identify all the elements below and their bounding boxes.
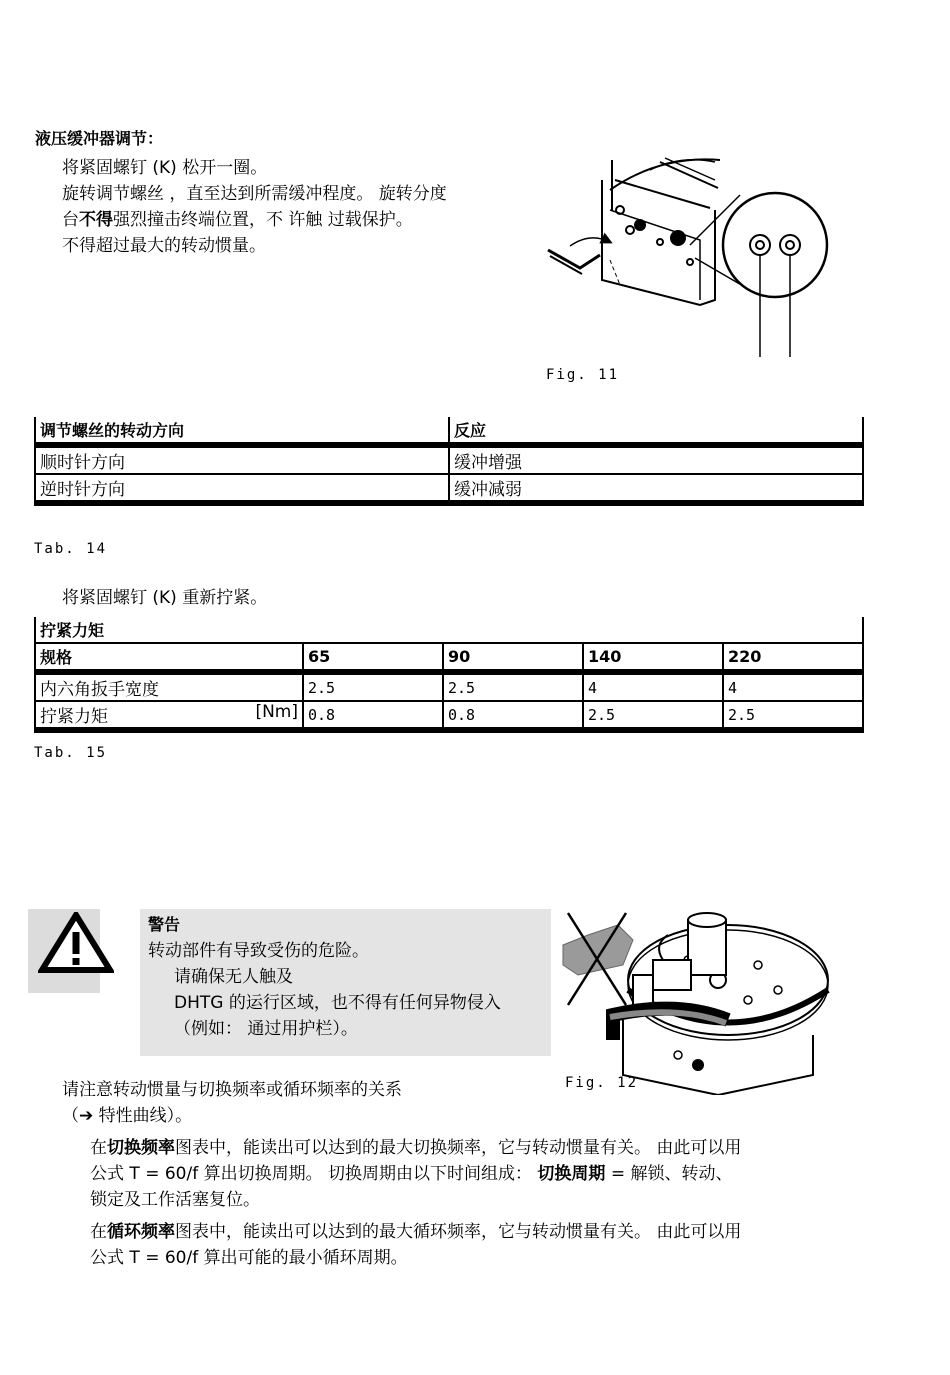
figure-12-illustration: [558, 905, 833, 1095]
table-cell: 缓冲减弱: [449, 474, 863, 503]
retighten-instruction: 将紧固螺钉 (K) 重新拧紧。: [62, 588, 268, 608]
text: 图表中，能读出可以达到的最大切换频率，它与转动惯量有关。 由此可以用: [175, 1138, 742, 1158]
table-cell: 0.8: [303, 701, 443, 730]
paragraph-switch-frequency: [90, 1135, 741, 1213]
figure-11-caption: Fig. 11: [546, 367, 620, 383]
figure-11-illustration: [540, 150, 840, 362]
warning-line: 请确保无人触及: [174, 967, 293, 987]
paragraph-line: [90, 1161, 741, 1187]
bold-term: 循环频率: [107, 1222, 175, 1242]
warning-line: 转动部件有导致受伤的危险。: [148, 941, 369, 961]
table-15-caption: Tab. 15: [34, 745, 108, 761]
table-header-cell: 140: [583, 643, 723, 672]
table-title-cell: 拧紧力矩: [35, 617, 863, 643]
paragraph-line: [90, 1219, 741, 1245]
text: 在: [90, 1222, 107, 1242]
note-line: [62, 1103, 402, 1129]
table-cell: 内六角扳手宽度: [35, 672, 303, 701]
warning-triangle-icon: [38, 912, 114, 974]
bold-term: 切换频率: [107, 1138, 175, 1158]
adjust-instructions: [62, 155, 447, 259]
text: 图表中，能读出可以达到的最大循环频率，它与转动惯量有关。 由此可以用: [175, 1222, 742, 1242]
table-row: [35, 474, 863, 503]
table-header-cell: 调节螺丝的转动方向: [35, 417, 449, 445]
paragraph-line: [90, 1135, 741, 1161]
warning-title: 警告: [148, 915, 181, 934]
note-paren: （: [62, 1106, 79, 1126]
table-cell: 顺时针方向: [35, 445, 449, 474]
note-text: 特性曲线）。: [98, 1106, 193, 1126]
table-14: [34, 417, 864, 506]
table-cell: 2.5: [583, 701, 723, 730]
table-header-cell: 90: [443, 643, 583, 672]
note-line: 请注意转动惯量与切换频率或循环频率的关系: [62, 1080, 402, 1100]
table-cell: 2.5: [443, 672, 583, 701]
table-header-cell: 规格: [35, 643, 303, 672]
table-14-caption: Tab. 14: [34, 541, 108, 557]
table-cell: [35, 701, 303, 730]
text: 公式 T = 60/f 算出切换周期。 切换周期由以下时间组成：: [90, 1164, 532, 1184]
note: [62, 1077, 402, 1129]
table-header-cell: 65: [303, 643, 443, 672]
table-cell: 2.5: [723, 701, 863, 730]
figure-12-caption: Fig. 12: [565, 1075, 639, 1091]
table-title-row: [35, 617, 863, 643]
text: 在: [90, 1138, 107, 1158]
table-cell: 2.5: [303, 672, 443, 701]
paragraph-cycle-frequency: [90, 1219, 741, 1271]
table-row: [35, 701, 863, 730]
instruction-line: [62, 207, 447, 233]
arrow-right-icon: ➔: [79, 1106, 94, 1126]
row-label: 拧紧力矩: [40, 707, 108, 727]
table-header-row: [35, 417, 863, 445]
warning-line: DHTG 的运行区域，也不得有任何异物侵入: [174, 993, 501, 1013]
instruction-text: 强烈撞击终端位置，不 许触 过载保护。: [113, 210, 413, 230]
instruction-line: 将紧固螺钉 (K) 松开一圈。: [62, 158, 268, 178]
instruction-line: 不得超过最大的转动惯量。: [62, 236, 266, 256]
section-title: 液压缓冲器调节：: [35, 129, 164, 148]
text: = 解锁、转动、: [610, 1164, 733, 1184]
instruction-prefix: 台: [62, 210, 79, 230]
table-15: [34, 617, 864, 733]
table-row: [35, 445, 863, 474]
table-row: [35, 672, 863, 701]
table-cell: 0.8: [443, 701, 583, 730]
table-cell: 4: [583, 672, 723, 701]
instruction-bold: 不得: [79, 210, 113, 230]
table-header-row: [35, 643, 863, 672]
bold-term: 切换周期: [537, 1164, 606, 1184]
warning-content: [148, 912, 501, 1042]
instruction-line: 旋转调节螺丝 ，直至达到所需缓冲程度。 旋转分度: [62, 184, 447, 204]
row-unit: [Nm]: [255, 702, 298, 722]
table-cell: 4: [723, 672, 863, 701]
table-cell: 逆时针方向: [35, 474, 449, 503]
table-cell: 缓冲增强: [449, 445, 863, 474]
warning-line: （例如： 通过用护栏）。: [174, 1019, 358, 1039]
table-header-cell: 220: [723, 643, 863, 672]
paragraph-line: 锁定及工作活塞复位。: [90, 1190, 260, 1210]
paragraph-line: 公式 T = 60/f 算出可能的最小循环周期。: [90, 1248, 408, 1268]
table-header-cell: 反应: [449, 417, 863, 445]
